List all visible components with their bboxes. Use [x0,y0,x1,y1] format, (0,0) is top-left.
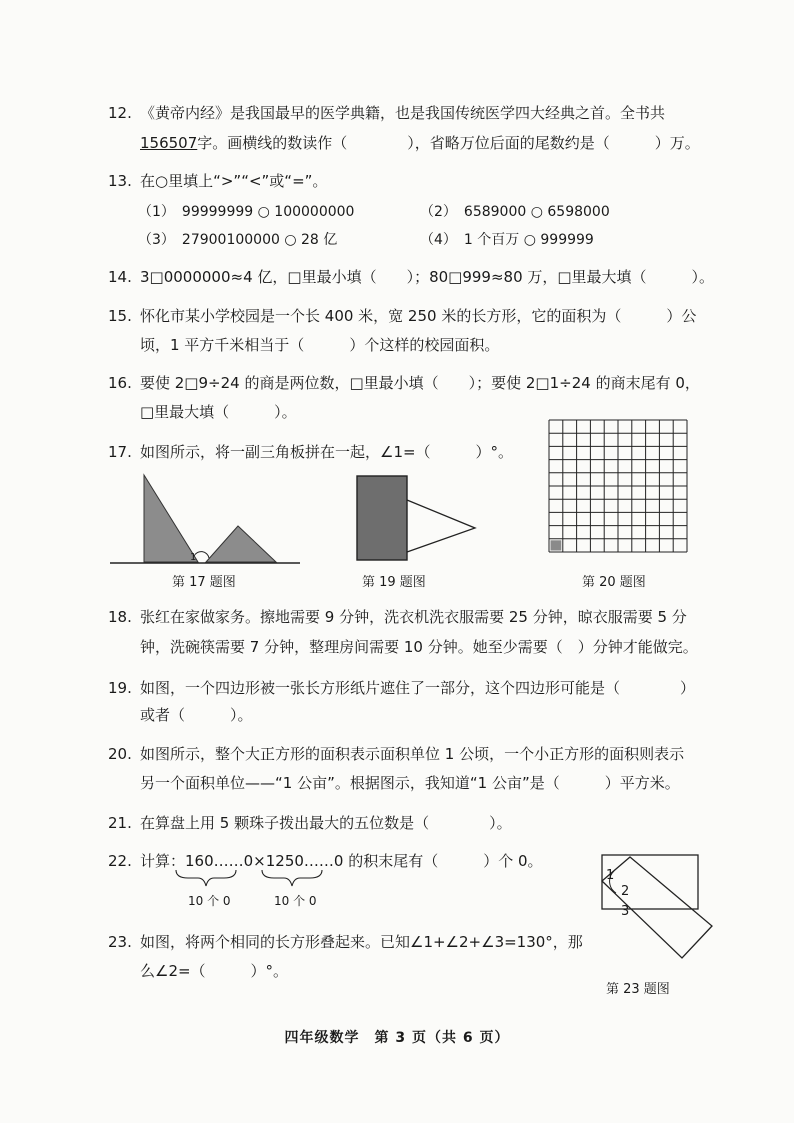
q13-item-3: （3） 27900100000 ○ 28 亿 [138,232,338,248]
q12-text2: 字。画横线的数读作（ ），省略万位后面的尾数约是（ ）万。 [197,134,700,152]
q21-line [108,814,512,832]
q22-text: 计算：160……0×1250……0 的积末尾有（ ）个 0。 [140,852,543,870]
fig23-rectangle-tilted [602,857,712,958]
q16-line2: □里最大填（ ）。 [140,403,297,421]
fig20-grid [547,418,689,555]
q17-line [108,443,513,461]
q12-number: 12. [108,104,132,122]
q21-number: 21. [108,814,132,832]
q13-item-2: （2） 6589000 ○ 6598000 [420,204,610,220]
fig19-paper-rectangle [357,476,407,560]
q15-text1: 怀化市某小学校园是一个长 400 米，宽 250 米的长方形，它的面积为（ ）公 [140,307,697,325]
q17-number: 17. [108,443,132,461]
q21-text: 在算盘上用 5 颗珠子拨出最大的五位数是（ ）。 [140,814,512,832]
q19-number: 19. [108,679,132,697]
fig17-triangle-right [206,526,276,562]
q22-brace-2 [262,870,322,886]
q18-text1: 张红在家做家务。擦地需要 9 分钟，洗衣机洗衣服需要 25 分钟，晾衣服需要 5 分 [140,608,687,626]
fig23-caption: 第 23 题图 [606,982,670,997]
fig23-label-1: 1 [606,868,615,883]
q22-brace-label-1: 10 个 0 [188,894,231,908]
fig20-caption: 第 20 题图 [582,575,646,590]
q20-number: 20. [108,745,132,763]
fig23-overlapping-rectangles [596,851,731,971]
q23-number: 23. [108,933,132,951]
q16-text1: 要使 2□9÷24 的商是两位数，□里最小填（ ）；要使 2□1÷24 的商末尾有 0， [140,374,700,392]
fig23-rectangle-horizontal [602,855,698,909]
q23-line2: 么∠2=（ ）°。 [140,962,289,980]
q19-line2: 或者（ ）。 [140,706,253,724]
q22-brace-1 [176,870,236,886]
q19-text1: 如图，一个四边形被一张长方形纸片遮住了一部分，这个四边形可能是（ ） [140,679,696,697]
fig20-shaded-square [551,540,562,550]
q16-line1 [108,374,700,392]
q20-line2: 另一个面积单位——“1 公亩”。根据图示，我知道“1 公亩”是（ ）平方米。 [140,774,680,792]
q13-line [108,172,327,190]
q22-number: 22. [108,852,132,870]
q15-line2: 顷，1 平方千米相当于（ ）个这样的校园面积。 [140,336,500,354]
q15-line1 [108,307,696,325]
q23-line1 [108,933,583,951]
q18-line1 [108,608,687,626]
fig17-set-squares [108,470,308,570]
q20-line1 [108,745,684,763]
fig17-caption: 第 17 题图 [172,575,236,590]
q12-line2 [140,134,700,152]
q14-text: 3□0000000≈4 亿，□里最小填（ ）；80□999≈80 万，□里最大填（ ）。 [140,268,715,286]
q23-text1: 如图，将两个相同的长方形叠起来。已知∠1+∠2+∠3=130°，那 [140,933,583,951]
q14-line [108,268,714,286]
fig17-angle-label: 1 [190,552,197,563]
q12-text1: 《黄帝内经》是我国最早的医学典籍，也是我国传统医学四大经典之首。全书共 [140,104,666,122]
q19-line1 [108,679,695,697]
q22-brace-label-2: 10 个 0 [274,894,317,908]
fig19-covered-quadrilateral [355,474,480,564]
fig19-visible-edges [407,500,475,552]
q20-text1: 如图所示，整个大正方形的面积表示面积单位 1 公顷，一个小正方形的面积则表示 [140,745,685,763]
q15-number: 15. [108,307,132,325]
q16-number: 16. [108,374,132,392]
q22-braces [170,868,330,890]
q13-number: 13. [108,172,132,190]
q17-text: 如图所示，将一副三角板拼在一起，∠1=（ ）°。 [140,443,514,461]
q13-text: 在○里填上“>”“<”或“=”。 [140,172,328,190]
fig17-triangle-left [144,475,198,562]
page-footer: 四年级数学 第 3 页（共 6 页） [284,1030,510,1046]
fig23-label-3: 3 [621,904,630,919]
q18-line2: 钟，洗碗筷需要 7 分钟，整理房间需要 10 分钟。她至少需要（ ）分钟才能做完。 [140,638,698,656]
fig23-label-2: 2 [621,884,630,899]
q13-item-4: （4） 1 个百万 ○ 999999 [420,232,594,248]
q12-line1 [108,104,665,122]
fig19-caption: 第 19 题图 [362,575,426,590]
q14-number: 14. [108,268,132,286]
q18-number: 18. [108,608,132,626]
q13-item-1: （1） 99999999 ○ 100000000 [138,204,355,220]
q12-underlined-number: 156507 [140,134,198,152]
